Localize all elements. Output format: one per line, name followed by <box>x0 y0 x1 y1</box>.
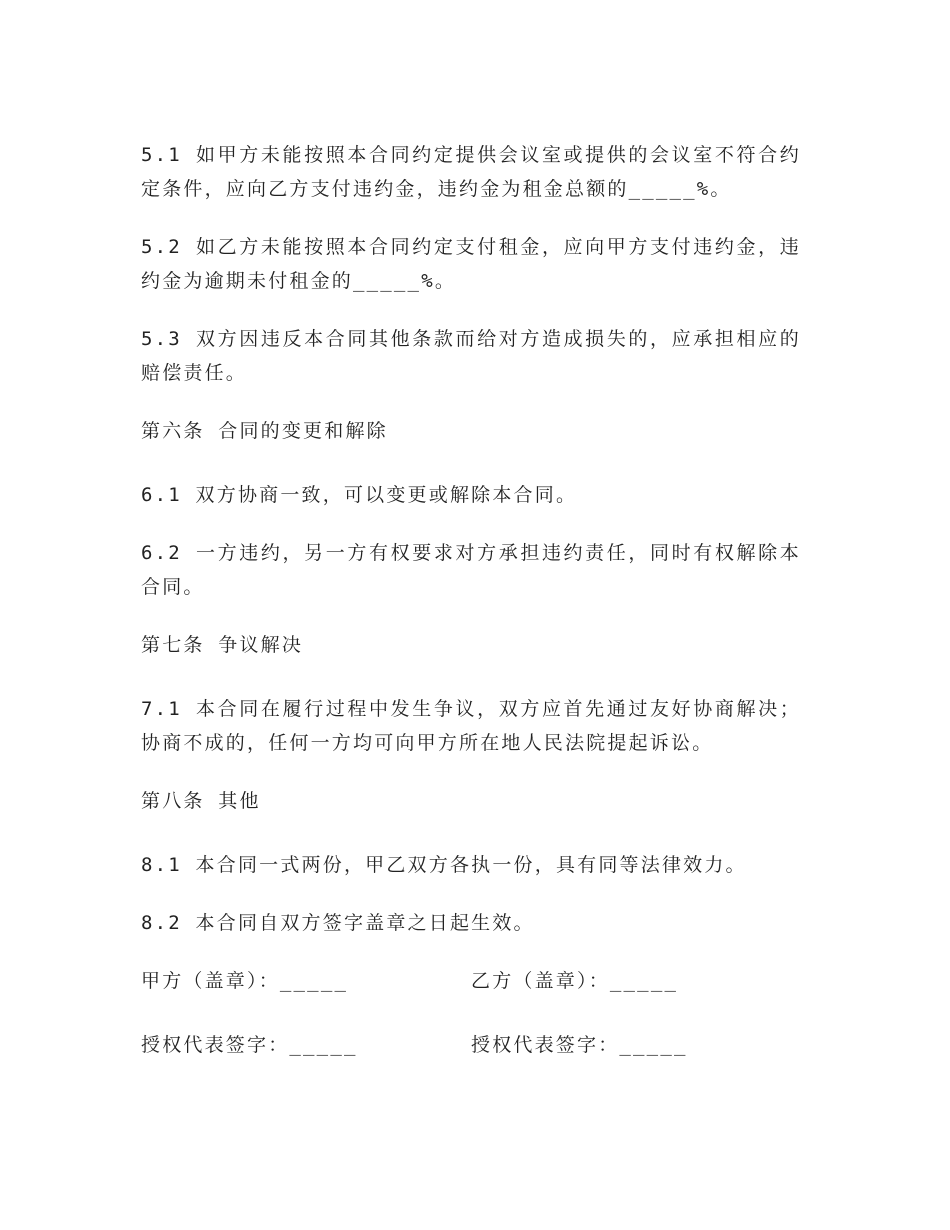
party-a-rep-line: 授权代表签字：_____ <box>141 1034 358 1056</box>
article-8-heading: 第八条 其他 <box>141 790 261 812</box>
clause-6-1: 6.1 双方协商一致，可以变更或解除本合同。 <box>141 484 578 506</box>
clause-6-2: 6.2 一方违约，另一方有权要求对方承担违约责任，同时有权解除本合同。 <box>141 542 801 598</box>
signature-rep-row <box>141 1028 801 1062</box>
clause-8-2: 8.2 本合同自双方签字盖章之日起生效。 <box>141 912 535 934</box>
clause-5-1: 5.1 如甲方未能按照本合同约定提供会议室或提供的会议室不符合约定条件，应向乙方支付违约金，违约金为租金总额的_____%。 <box>141 144 801 200</box>
signature-seal-row <box>141 964 801 998</box>
clause-5-2: 5.2 如乙方未能按照本合同约定支付租金，应向甲方支付违约金，违约金为逾期未付租金的_____%。 <box>141 236 801 292</box>
article-6-heading: 第六条 合同的变更和解除 <box>141 420 388 442</box>
article-7-heading: 第七条 争议解决 <box>141 634 304 656</box>
clause-8-1: 8.1 本合同一式两份，甲乙双方各执一份，具有同等法律效力。 <box>141 854 747 876</box>
document-page <box>141 138 801 1092</box>
clause-5-3: 5.3 双方因违反本合同其他条款而给对方造成损失的，应承担相应的赔偿责任。 <box>141 328 801 384</box>
clause-7-1: 7.1 本合同在履行过程中发生争议，双方应首先通过友好协商解决；协商不成的，任何一方均可向甲方所在地人民法院提起诉讼。 <box>141 698 801 754</box>
party-b-rep-line: 授权代表签字：_____ <box>471 1034 688 1056</box>
party-a-seal-line: 甲方（盖章）：_____ <box>141 970 349 992</box>
party-b-seal-line: 乙方（盖章）：_____ <box>471 970 679 992</box>
